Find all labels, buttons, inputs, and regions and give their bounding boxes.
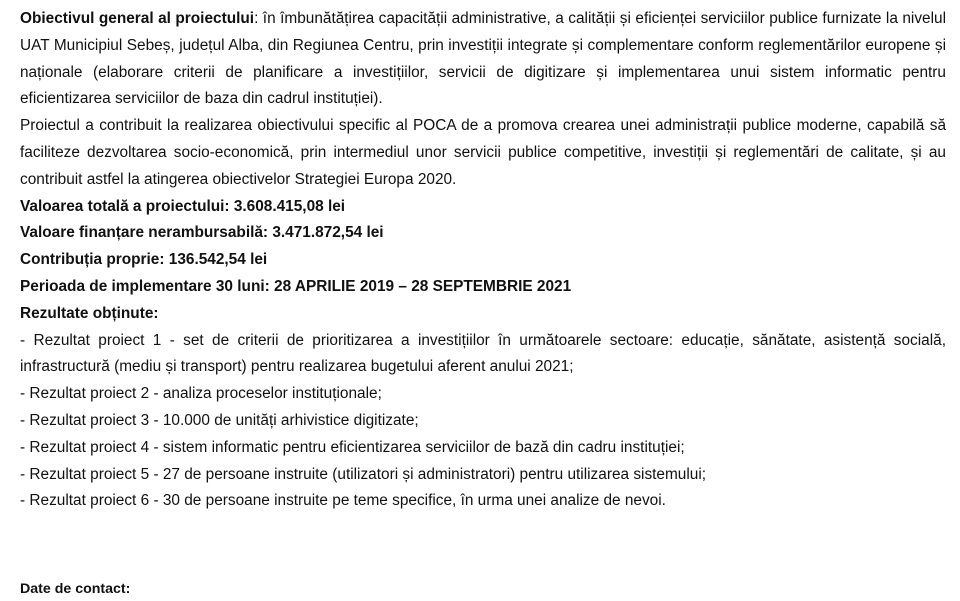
results-list [20, 328, 946, 516]
results-title: Rezultate obținute: [20, 304, 159, 322]
result-item-3: - Rezultat proiect 3 - 10.000 de unități arhivistice digitizate; [20, 411, 419, 429]
objective-label: Obiectivul general al proiectului [20, 10, 255, 27]
result-item-2: - Rezultat proiect 2 - analiza proceselor instituționale; [20, 385, 382, 403]
non-refundable-line: Valoare finanțare nerambursabilă: 3.471.872,54 lei [20, 224, 384, 242]
objective-text: : în îmbunătățirea capacității administrative, a calității și eficienței serviciilor publice furnizate la nivelul UAT Municipiul Sebeș, județul Alba, din Regiunea Centru, prin investiții integrate și complementare conform reglementărilor europene și naționale (elaborare criterii de planificare a investițiilor, servicii de digitizare și implementarea unui sistem informatic pentru eficientizarea serviciilor de baza din cadrul instituției). [20, 10, 947, 108]
objective-paragraph [20, 6, 946, 113]
document-body [20, 6, 946, 515]
result-item-1: - Rezultat proiect 1 - set de criterii de prioritizarea a investițiilor în următoarele sectoare: educație, sănătate, asistență socială, infrastructură (mediu și transport) pentru realizarea bugetului aferent anului 2021; [20, 331, 946, 376]
own-contribution-line: Contribuția proprie: 136.542,54 lei [20, 251, 268, 269]
implementation-period-line: Perioada de implementare 30 luni: 28 APRILIE 2019 – 28 SEPTEMBRIE 2021 [20, 277, 572, 295]
total-value-line: Valoarea totală a proiectului: 3.608.415,08 lei [20, 197, 346, 215]
contact-title: Date de contact: [20, 581, 131, 597]
contribution-paragraph: Proiectul a contribuit la realizarea obiectivului specific al POCA de a promova crearea unei administrații publice moderne, capabilă să faciliteze dezvoltarea socio-economică, prin intermediul unor servicii publice competitive, investiții și reglementări de calitate, și au contribuit astfel la atingerea obiectivelor Strategiei Europa 2020. [20, 117, 946, 188]
result-item-5: - Rezultat proiect 5 - 27 de persoane instruite (utilizatori și administratori) pentru utilizarea sistemului; [20, 465, 707, 483]
result-item-4: - Rezultat proiect 4 - sistem informatic pentru eficientizarea serviciilor de bază din cadru instituției; [20, 438, 685, 456]
result-item-6: - Rezultat proiect 6 - 30 de persoane instruite pe teme specifice, în urma unei analize de nevoi. [20, 492, 666, 510]
